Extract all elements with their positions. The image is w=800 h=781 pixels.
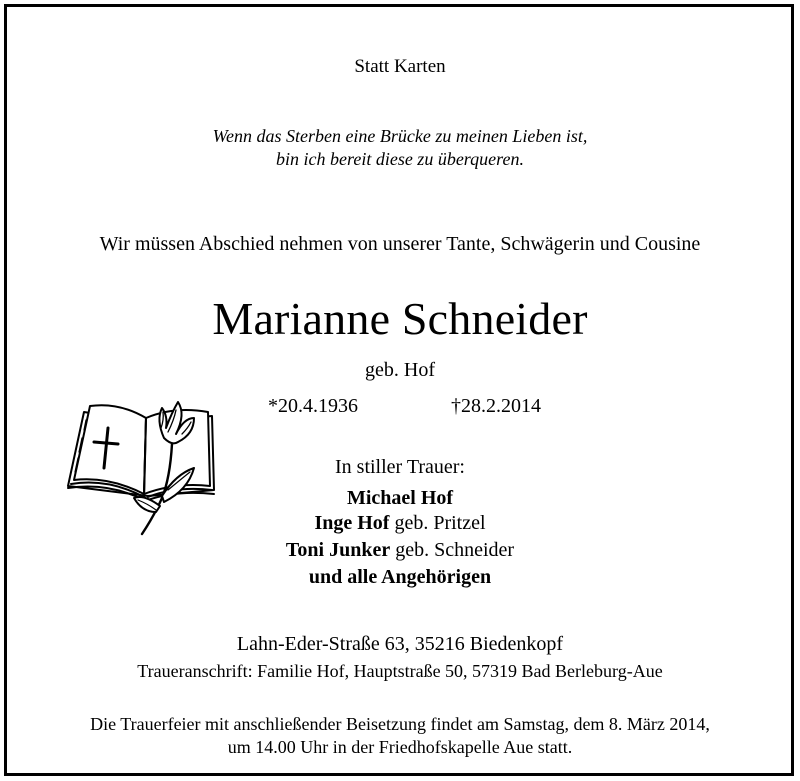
- deceased-name: Marianne Schneider: [212, 293, 588, 344]
- relative-1-name: Michael Hof: [346, 487, 454, 509]
- relative-4: [0, 566, 800, 589]
- mailing-address: Traueranschrift: Familie Hof, Hauptstraße 50, 57319 Bad Berleburg-Aue: [137, 661, 663, 681]
- notice-header: Statt Karten: [354, 56, 446, 77]
- relative-4-name: und alle Angehörigen: [308, 566, 492, 588]
- birth-date: *20.4.1936: [268, 395, 358, 417]
- birth-name: geb. Hof: [365, 359, 435, 381]
- relative-3-note: geb. Schneider: [390, 539, 515, 561]
- relative-1: [0, 487, 800, 510]
- relative-3: [0, 539, 800, 562]
- verse-line-1: Wenn das Sterben eine Brücke zu meinen Lieben ist,: [212, 126, 588, 146]
- death-date: †28.2.2014: [451, 395, 541, 417]
- mourning-line: In stiller Trauer:: [335, 456, 465, 478]
- relative-3-name: Toni Junker: [285, 539, 391, 561]
- home-address: Lahn-Eder-Straße 63, 35216 Biedenkopf: [236, 633, 564, 655]
- relative-2-name: Inge Hof: [314, 512, 390, 534]
- service-line-2: um 14.00 Uhr in der Friedhofskapelle Aue statt.: [227, 737, 573, 757]
- verse-line-2: bin ich bereit diese zu überqueren.: [276, 149, 524, 169]
- relative-2: [0, 512, 800, 535]
- relative-2-note: geb. Pritzel: [389, 512, 486, 534]
- intro-text: Wir müssen Abschied nehmen von unserer Tante, Schwägerin und Cousine: [99, 233, 701, 255]
- service-line-1: Die Trauerfeier mit anschließender Beisetzung findet am Samstag, dem 8. März 2014,: [90, 714, 710, 734]
